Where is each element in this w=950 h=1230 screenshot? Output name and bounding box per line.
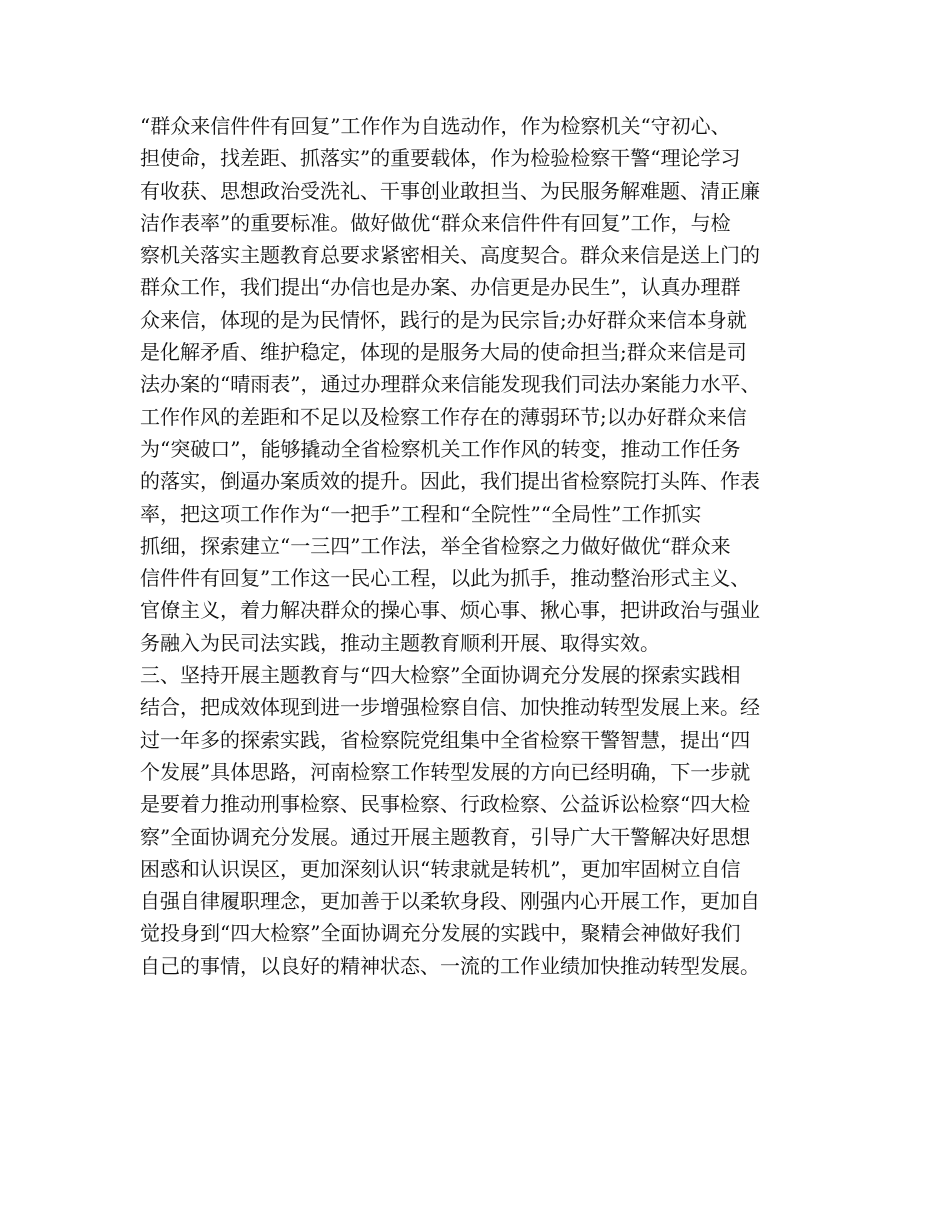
text-line: 觉投身到“四大检察”全面协调充分发展的实践中，聚精会神做好我们 <box>140 921 741 946</box>
text-line: 结合，把成效体现到进一步增强检察自信、加快推动转型发展上来。经 <box>140 695 760 720</box>
text-line: 为“突破口”，能够撬动全省检察机关工作作风的转变，推动工作任务 <box>140 436 741 461</box>
text-line: 是化解矛盾、维护稳定，体现的是服务大局的使命担当;群众来信是司 <box>140 340 747 365</box>
text-line: “群众来信件件有回复”工作作为自选动作，作为检察机关“守初心、 <box>140 114 731 138</box>
text-line: 抓细，探索建立“一三四”工作法，举全省检察之力做好做优“群众来 <box>140 533 731 558</box>
text-line: 自强自律履职理念，更加善于以柔软身段、刚强内心开展工作，更加自 <box>140 889 760 914</box>
text-line: 是要着力推动刑事检察、民事检察、行政检察、公益诉讼检察“四大检 <box>140 792 751 817</box>
text-line: 困惑和认识误区，更加深刻认识“转隶就是转机”，更加牢固树立自信 <box>140 856 741 881</box>
text-line: 三、坚持开展主题教育与“四大检察”全面协调充分发展的探索实践相 <box>140 663 741 688</box>
text-line: 洁作表率”的重要标准。做好做优“群众来信件件有回复”工作，与检 <box>140 210 731 235</box>
text-line: 个发展”具体思路，河南检察工作转型发展的方向已经明确，下一步就 <box>140 759 751 784</box>
text-line: 众来信，体现的是为民情怀，践行的是为民宗旨;办好群众来信本身就 <box>140 307 747 332</box>
body-text <box>140 110 830 982</box>
text-line: 信件件有回复”工作这一民心工程，以此为抓手，推动整治形式主义、 <box>140 566 751 591</box>
text-line: 官僚主义，着力解决群众的操心事、烦心事、揪心事，把讲政治与强业 <box>140 598 760 623</box>
text-line: 自己的事情，以良好的精神状态、一流的工作业绩加快推动转型发展。 <box>140 953 760 978</box>
text-line: 法办案的“晴雨表”，通过办理群众来信能发现我们司法办案能力水平、 <box>140 372 761 397</box>
text-line: 过一年多的探索实践，省检察院党组集中全省检察干警智慧，提出“四 <box>140 727 751 752</box>
text-line: 担使命，找差距、抓落实”的重要载体，作为检验检察干警“理论学习 <box>140 146 741 171</box>
text-line: 察机关落实主题教育总要求紧密相关、高度契合。群众来信是送上门的 <box>140 243 760 268</box>
text-line: 群众工作，我们提出“办信也是办案、办信更是办民生”，认真办理群 <box>140 275 741 300</box>
text-line: 察”全面协调充分发展。通过开展主题教育，引导广大干警解决好思想 <box>140 824 751 849</box>
text-line: 工作作风的差距和不足以及检察工作存在的薄弱环节;以办好群众来信 <box>140 404 747 429</box>
text-line: 务融入为民司法实践，推动主题教育顺利开展、取得实效。 <box>140 630 660 655</box>
text-line: 有收获、思想政治受洗礼、干事创业敢担当、为民服务解难题、清正廉 <box>140 178 760 203</box>
text-line: 率，把这项工作作为“一把手”工程和“全院性”“全局性”工作抓实 <box>140 501 702 526</box>
text-line: 的落实，倒逼办案质效的提升。因此，我们提出省检察院打头阵、作表 <box>140 469 760 494</box>
